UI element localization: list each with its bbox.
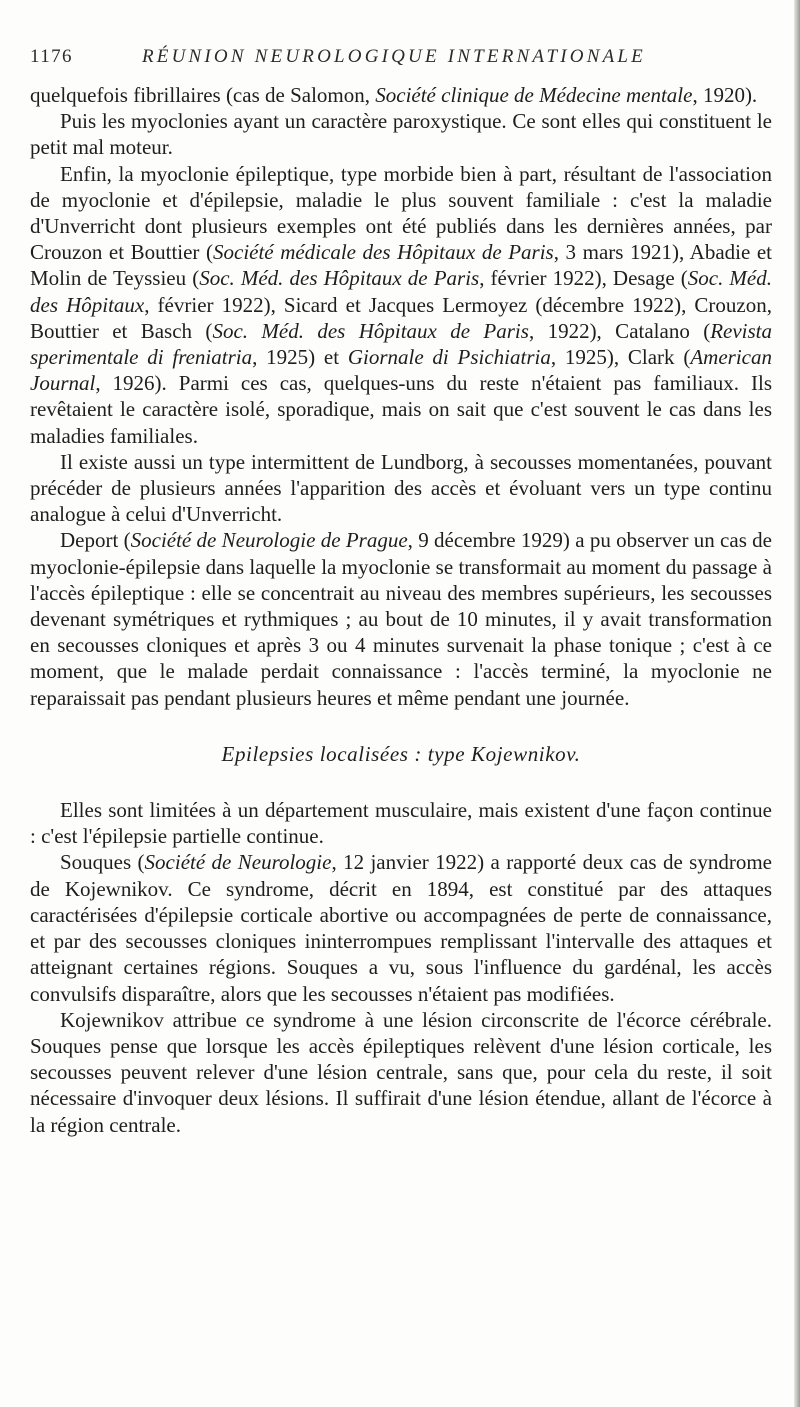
section-title: Epilepsies localisées : type Kojewnikov.	[221, 741, 581, 766]
text-run: , 1925), Clark (	[550, 345, 691, 370]
page-number: 1176	[30, 46, 73, 67]
text-run: Souques (	[60, 850, 145, 875]
text-run: quelquefois fibrillaires (cas de Salomon,	[30, 83, 376, 107]
citation: Giornale di Psichiatria	[347, 345, 551, 370]
running-title: RÉUNION NEUROLOGIQUE INTERNATIONALE	[142, 46, 646, 67]
paragraph-3	[30, 161, 772, 449]
text-run: Kojewnikov attribue ce syndrome à une lésion circonscrite de l'écorce cérébrale. Souques pense que lorsque les accès épileptiques relèvent d'une lésion corticale, les secousses peuvent relever d'une lésion centrale, sans que, pour cela du reste, il soit nécessaire d'invoquer deux lésions. Il suffirait d'une lésion étendue, allant de l'écorce à la région centrale.	[30, 1007, 772, 1137]
paragraph-6	[30, 797, 772, 849]
citation: Société médicale des Hôpitaux de Paris	[213, 240, 554, 265]
text-run: , 9 décembre 1929) a pu observer un cas de myoclonie-épilepsie dans laquelle la myoclonie se transformait au moment du passage à l'accès épileptique : elle se concentrait au niveau des membres supérieurs, les secousses devenant symétriques et rythmiques ; au bout de 10 minutes, il y avait transformation en secousses cloniques et après 3 ou 4 minutes survenait la phase tonique ; c'est à ce moment, que le malade perdait connaissance : l'accès terminé, la myoclonie ne reparaissait pas pendant plusieurs heures et même pendant une journée.	[30, 528, 772, 710]
text-run: Deport (	[60, 528, 131, 553]
paragraph-5	[30, 527, 772, 710]
text-run: , 1922), Catalano (	[528, 318, 711, 343]
text-run: , février 1922), Sicard et Jacques Lermoyez (décembre 1922), Crouzon, Bouttier et Basch (	[30, 292, 772, 343]
text-run: , 3 mars 1921), Abadie et Molin de Teyssieu (	[30, 240, 773, 291]
page-header	[30, 46, 770, 72]
text-run: Elles sont limitées à un département musculaire, mais existent d'une façon continue : c'est l'épilepsie partielle continue.	[30, 798, 772, 849]
text-run: Il existe aussi un type intermittent de Lundborg, à secousses momentanées, pouvant précéder de plusieurs années l'apparition des accès et évoluant vers un type continu analogue à celui d'Unverricht.	[30, 449, 772, 527]
paragraph-4	[30, 449, 772, 528]
citation: Soc. Méd. des Hôpitaux de Paris	[212, 318, 529, 343]
text-run: , 12 janvier 1922) a rapporté deux cas de syndrome de Kojewnikov. Ce syndrome, décrit en 1894, est constitué par des attaques caractérisées d'épilepsie corticale abortive ou accompagnées de perte de connaissance, et par des secousses cloniques ininterrompues remplissant l'intervalle des attaques et atteignant certaines régions. Souques a vu, sous l'influence du gardénal, les accès convulsifs disparaître, alors que les secousses n'étaient pas modifiées.	[30, 850, 772, 1006]
body-text	[30, 82, 772, 1138]
citation: Société de Neurologie	[144, 850, 332, 875]
citation: Revista sperimentale di freniatria	[30, 318, 773, 370]
citation: Société clinique de Médecine mentale	[375, 83, 693, 107]
text-run: , février 1922), Desage (	[479, 266, 688, 291]
paragraph-8	[30, 1007, 772, 1138]
text-run: Enfin, la myoclonie épileptique, type morbide bien à part, résultant de l'association de myoclonie et d'épilepsie, maladie le plus souvent familiale : c'est la maladie d'Unverricht dont plusieurs exemples ont été publiés dans les dernières années, par Crouzon et Bouttier (	[30, 161, 772, 265]
page-edge-shadow	[794, 0, 800, 1407]
citation: American Journal	[30, 345, 772, 396]
text-run: , 1920).	[692, 83, 758, 107]
text-run: , 1926). Parmi ces cas, quelques-uns du reste n'étaient pas familiaux. Ils revêtaient le caractère isolé, sporadique, mais on sait que c'est souvent le cas dans les maladies familiales.	[30, 371, 772, 448]
citation: Soc. Méd. des Hôpitaux de Paris	[199, 266, 480, 291]
paragraph-1	[30, 82, 772, 108]
text-run: Puis les myoclonies ayant un caractère paroxystique. Ce sont elles qui constituent le petit mal moteur.	[30, 109, 772, 160]
paragraph-7	[30, 849, 772, 1006]
paragraph-2	[30, 108, 772, 160]
citation: Société de Neurologie de Prague	[130, 528, 408, 553]
citation: Soc. Méd. des Hôpitaux	[30, 266, 772, 317]
text-run: , 1925) et	[252, 345, 348, 370]
